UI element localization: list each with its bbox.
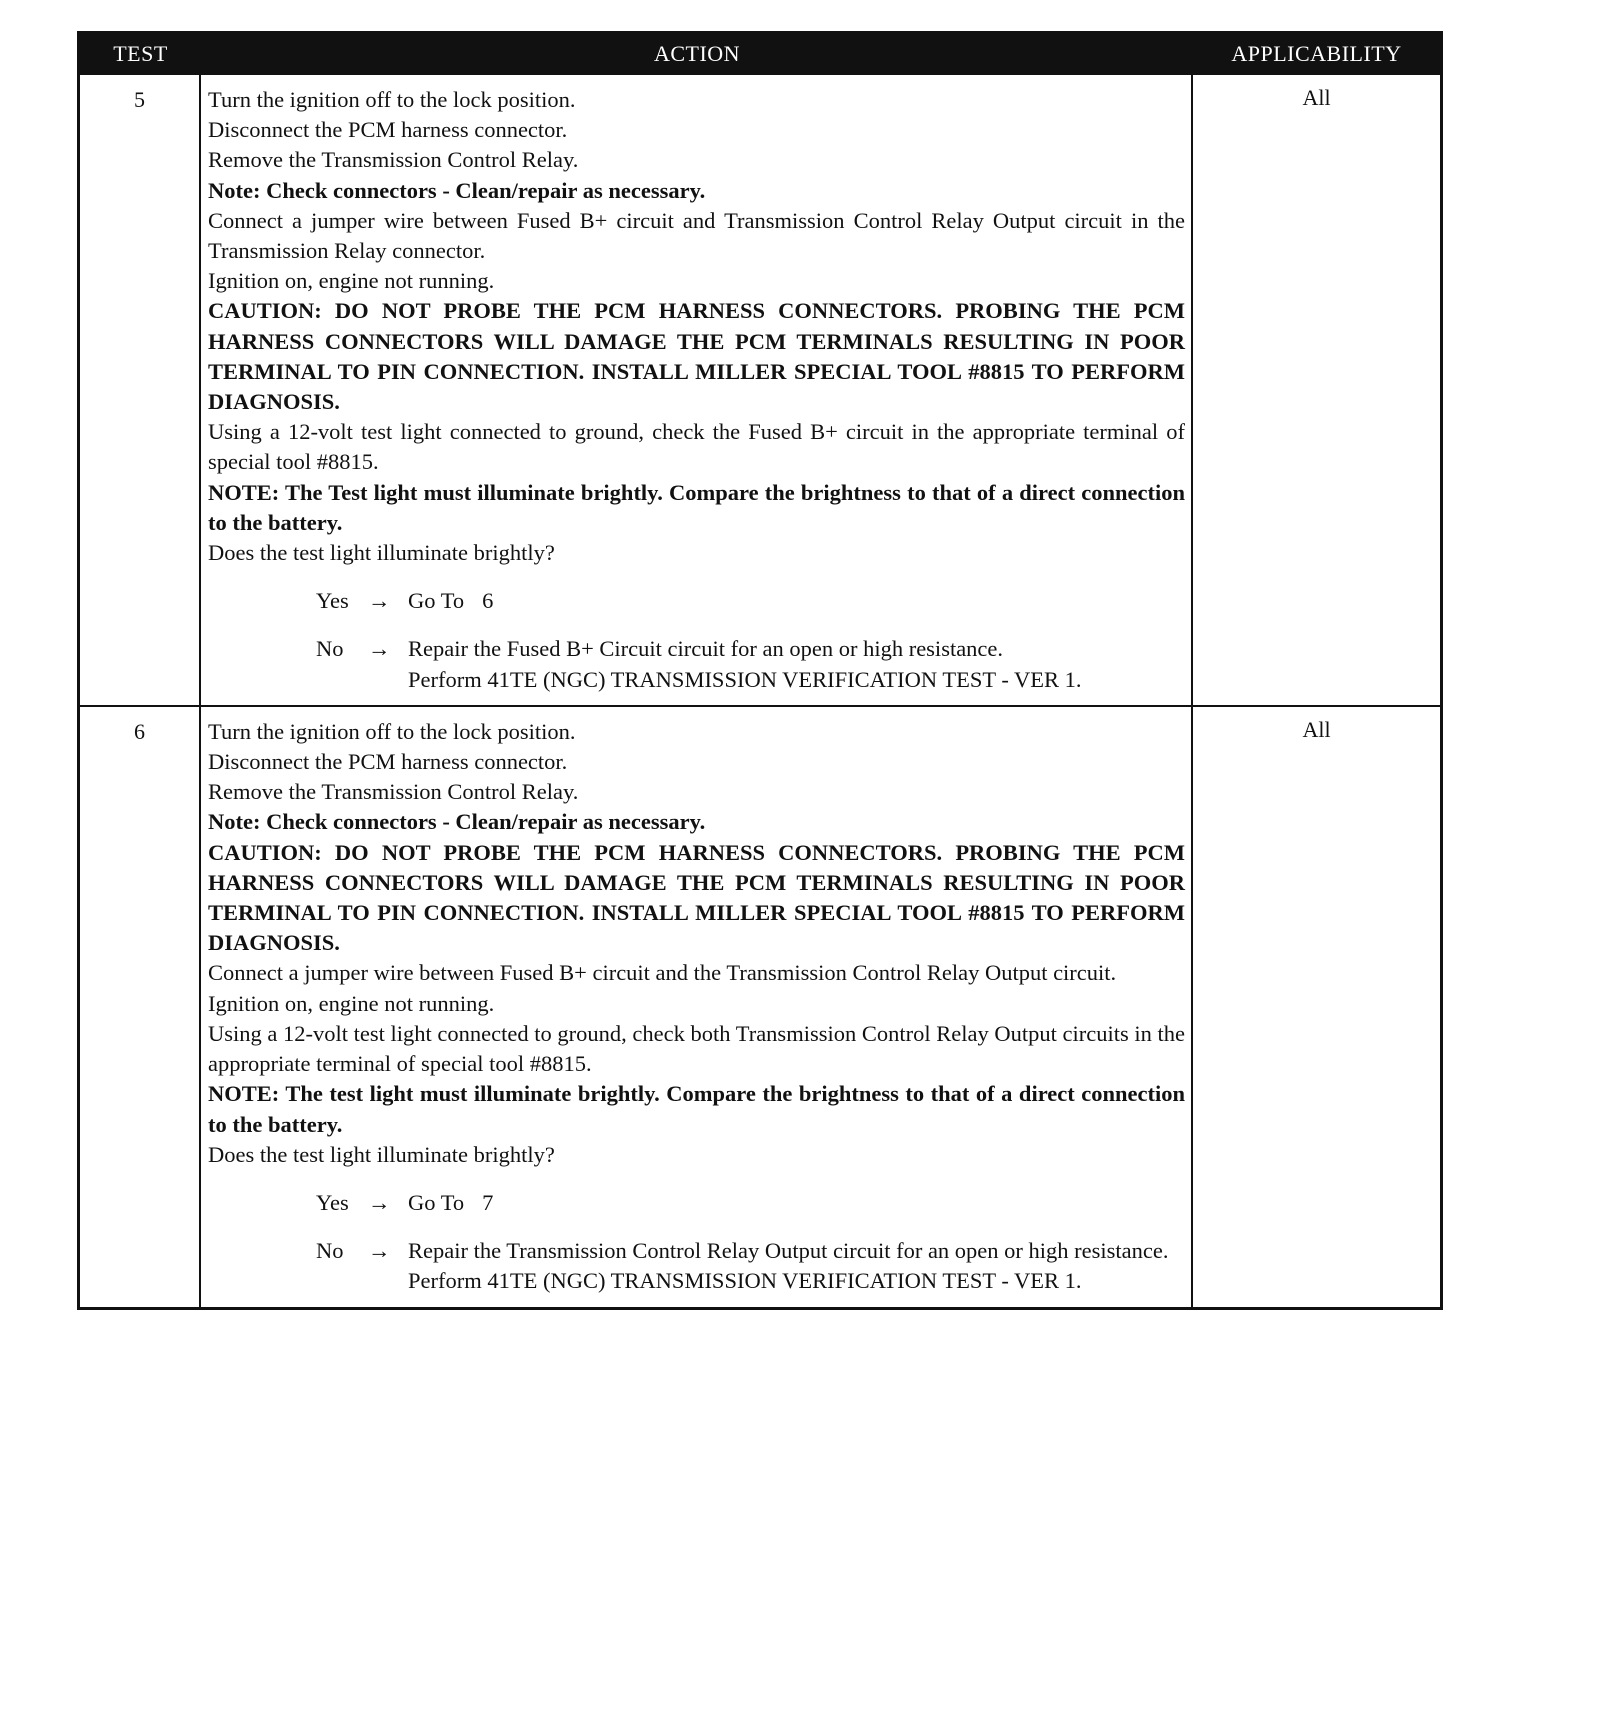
no-result: [316, 634, 1185, 694]
action-cell: [201, 707, 1193, 1307]
question-text: Does the test light illuminate brightly?: [208, 1141, 555, 1167]
header-test: TEST: [113, 40, 168, 66]
note-text: NOTE: The Test light must illuminate brightly. Compare the brightness to that of a direct connection to the battery.: [208, 479, 1185, 535]
goto-test-link[interactable]: 6: [482, 588, 494, 614]
no-label: No: [316, 636, 344, 662]
no-instructions: [408, 1236, 1185, 1296]
yes-goto: [408, 1188, 1185, 1218]
repair-text: Repair the Fused B+ Circuit circuit for an open or high resistance.: [408, 636, 1004, 662]
step-text: Disconnect the PCM harness connector.: [208, 749, 568, 775]
applicability-cell: All: [1302, 85, 1331, 110]
step-text: Connect a jumper wire between Fused B+ circuit and the Transmission Control Relay Output circuit.: [208, 960, 1117, 986]
no-result: [316, 1236, 1185, 1296]
arrow-right-icon: →: [368, 636, 391, 662]
action-cell: [201, 75, 1193, 705]
step-text: Ignition on, engine not running.: [208, 268, 495, 294]
arrow-right-icon: →: [368, 1238, 391, 1264]
caution-text: CAUTION: DO NOT PROBE THE PCM HARNESS CONNECTORS. PROBING THE PCM HARNESS CONNECTORS WILL DAMAGE THE PCM TERMINALS RESULTING IN POOR TERMINAL TO PIN CONNECTION. INSTALL MILLER SPECIAL TOOL #8815 TO PERFORM DIAGNOSIS.: [208, 839, 1185, 956]
no-instructions: [408, 634, 1185, 694]
step-text: Using a 12-volt test light connected to ground, check the Fused B+ circuit in the appropriate terminal of special tool #8815.: [208, 419, 1185, 475]
applicability-cell: All: [1302, 716, 1331, 742]
verification-link[interactable]: Perform 41TE (NGC) TRANSMISSION VERIFICATION TEST - VER 1.: [408, 666, 1082, 692]
yes-result: [316, 586, 1185, 616]
note-text: Note: Check connectors - Clean/repair as necessary.: [208, 809, 706, 835]
goto-label: Go To: [408, 1189, 465, 1215]
step-text: Remove the Transmission Control Relay.: [208, 147, 579, 173]
test-number: 5: [80, 75, 201, 705]
repair-text: Repair the Transmission Control Relay Output circuit for an open or high resistance.: [408, 1238, 1169, 1264]
header-applicability: APPLICABILITY: [1231, 40, 1402, 66]
yes-label: Yes: [316, 1189, 349, 1215]
step-text: Remove the Transmission Control Relay.: [208, 779, 579, 805]
note-text: NOTE: The test light must illuminate brightly. Compare the brightness to that of a direct connection to the battery.: [208, 1081, 1185, 1137]
table-row: [80, 705, 1440, 1307]
table-row: [80, 73, 1440, 705]
goto-test-link[interactable]: 7: [482, 1189, 494, 1215]
header-action: ACTION: [653, 40, 741, 66]
no-label: No: [316, 1238, 344, 1264]
yes-result: [316, 1188, 1185, 1218]
step-text: Using a 12-volt test light connected to ground, check both Transmission Control Relay Output circuits in the appropriate terminal of special tool #8815.: [208, 1020, 1185, 1077]
diagnostic-table: [77, 31, 1443, 1310]
step-text: Connect a jumper wire between Fused B+ circuit and Transmission Control Relay Output circuit in the Transmission Relay connector.: [208, 207, 1185, 264]
yes-label: Yes: [316, 588, 349, 614]
table-header: [80, 34, 1440, 73]
question-text: Does the test light illuminate brightly?: [208, 540, 555, 566]
step-text: Ignition on, engine not running.: [208, 990, 495, 1016]
step-text: Turn the ignition off to the lock position.: [208, 718, 576, 744]
note-text: Note: Check connectors - Clean/repair as necessary.: [208, 177, 706, 203]
step-text: Disconnect the PCM harness connector.: [208, 117, 568, 143]
arrow-right-icon: →: [368, 1189, 391, 1215]
test-number: 6: [80, 707, 201, 1307]
step-text: Turn the ignition off to the lock position.: [208, 87, 576, 112]
yes-goto: [408, 586, 1185, 616]
arrow-right-icon: →: [368, 588, 391, 614]
goto-label: Go To: [408, 588, 465, 614]
caution-text: CAUTION: DO NOT PROBE THE PCM HARNESS CONNECTORS. PROBING THE PCM HARNESS CONNECTORS WILL DAMAGE THE PCM TERMINALS RESULTING IN POOR TERMINAL TO PIN CONNECTION. INSTALL MILLER SPECIAL TOOL #8815 TO PERFORM DIAGNOSIS.: [208, 298, 1185, 415]
verification-link[interactable]: Perform 41TE (NGC) TRANSMISSION VERIFICATION TEST - VER 1.: [408, 1268, 1082, 1294]
